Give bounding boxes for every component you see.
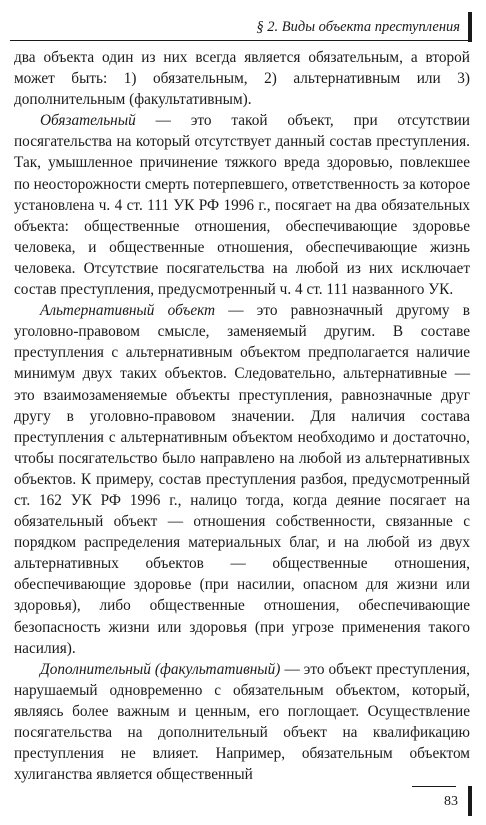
page-body	[14, 47, 470, 785]
header-rule-bar	[468, 12, 472, 42]
paragraph-obligatory	[14, 110, 470, 300]
section-title: § 2. Виды объекта преступления	[256, 19, 460, 35]
paragraph-alternative-text: — это равнозначный другому в уголовно-правовом смысле, заменяемый другим. В составе преступления с альтернативным объектом предполагается наличие минимум двух таких объектов. Следовательно, альтернативные — это взаимозаменяемые объекты преступления, равнозначные друг другу в уголовно-правовом значении. Для наличия состава преступления с альтернативным объектом необходимо и достаточно, чтобы посягательство было направлено на любой из альтернативных объектов. К примеру, состав преступления разбоя, предусмотренный ст. 162 УК РФ 1996 г., налицо тогда, когда деяние посягает на обязательный объект — отношения собственности, связанные с порядком распределения материальных благ, и на любой из двух альтернативных объектов — общественные отношения, обеспечивающие здоровье (при насилии, опасном для жизни или здоровья), либо общественные отношения, обеспечивающие безопасность жизни или здоровья (при угрозе применения такого насилия).	[14, 302, 470, 657]
paragraph-1-text: два объекта один из них всегда является обязательным, а второй может быть: 1) обязательным, 2) альтернативным или 3) дополнительным (факультативным).	[14, 49, 470, 109]
paragraph-1	[14, 47, 470, 110]
term-alternative: Альтернативный объект	[40, 302, 216, 320]
paragraph-additional	[14, 659, 470, 786]
term-obligatory: Обязательный	[40, 112, 136, 130]
page-number: 83	[444, 794, 458, 809]
paragraph-obligatory-text: — это такой объект, при отсутствии посягательства на который отсутствует данный состав преступления. Так, умышленное причинение тяжкого вреда здоровью, повлекшее по неосторожности смерть потерпевшего, ответственность за которое установлена ч. 4 ст. 111 УК РФ 1996 г., посягает на два обязательных объекта: общественные отношения, обеспечивающие здоровье человека, и общественные отношения, обеспечивающие жизнь человека. Отсутствие посягательства на любой из них исключает состав преступления, предусмотренный ч. 4 ст. 111 названного УК.	[14, 112, 470, 299]
footer-rule-bar	[468, 786, 472, 816]
paragraph-additional-text: — это объект преступления, нарушаемый одновременно с обязательным объектом, который, являясь более важным и ценным, его поглощает. Осуществление посягательства на дополнительный объект на квалификацию преступления не влияет. Например, обязательным объектом хулиганства является общественный	[14, 660, 470, 784]
paragraph-alternative	[14, 300, 470, 659]
page-footer	[412, 786, 472, 816]
term-additional: Дополнительный (факультативный)	[40, 660, 281, 678]
footer-rule	[412, 786, 456, 787]
running-header	[10, 14, 472, 41]
